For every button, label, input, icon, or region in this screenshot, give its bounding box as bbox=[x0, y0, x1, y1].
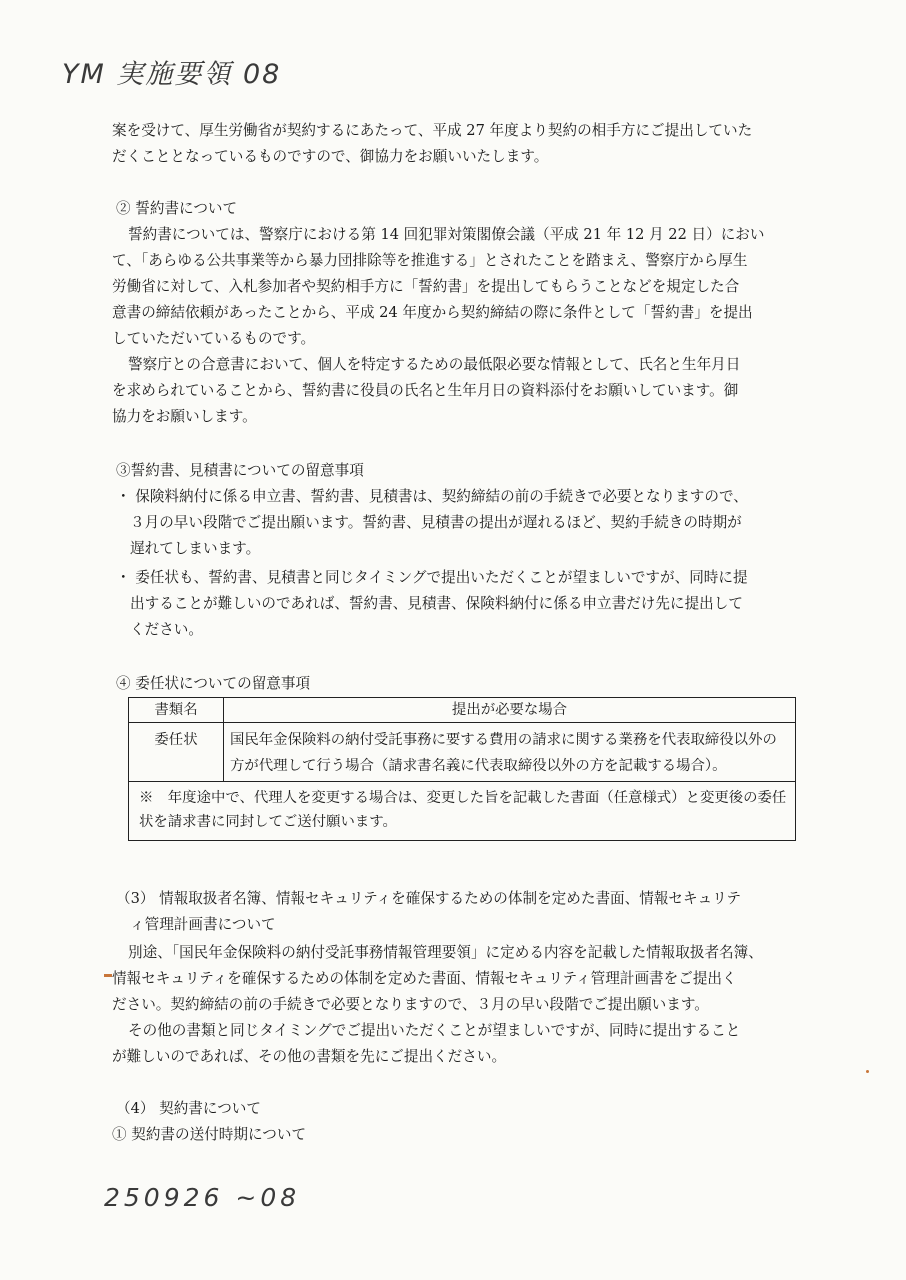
part3-p1-line-2: 情報セキュリティを確保するための体制を定めた書面、情報セキュリティ管理計画書をご提出く bbox=[112, 970, 737, 987]
table-note-row bbox=[129, 782, 796, 841]
sec2-p1-line-2: て、「あらゆる公共事業等から暴力団排除等を推進する」とされたことを踏まえ、警察庁から厚生 bbox=[112, 252, 748, 269]
part3-p1-line-1: 別途、「国民年金保険料の納付受託事務情報管理要領」に定める内容を記載した情報取扱者名簿、 bbox=[128, 944, 763, 961]
sec2-p2-line-1: 警察庁との合意書において、個人を特定するための最低限必要な情報として、氏名と生年月日 bbox=[128, 356, 741, 373]
sec2-p1-line-4: 意書の締結依頼があったことから、平成 24 年度から契約締結の際に条件として「誓約書」を提出 bbox=[112, 304, 753, 321]
handwritten-footer: 250926 ~08 bbox=[104, 1183, 301, 1212]
section-2-heading: ② 誓約書について bbox=[116, 200, 238, 217]
part3-p2-line-2: が難しいのであれば、その他の書類を先にご提出ください。 bbox=[112, 1048, 507, 1065]
part-4-subheading: ① 契約書の送付時期について bbox=[112, 1126, 307, 1143]
sec2-p2-line-2: を求められていることから、誓約書に役員の氏名と生年月日の資料添付をお願いしています。御 bbox=[112, 382, 739, 399]
sec2-p1-line-3: 労働省に対して、入札参加者や契約相手方に「誓約書」を提出してもらうことなどを規定した合 bbox=[112, 278, 740, 295]
table-header-condition: 提出が必要な場合 bbox=[224, 698, 796, 723]
scan-dot bbox=[866, 1070, 869, 1073]
sec3-bullet1-line-2: ３月の早い段階でご提出願います。誓約書、見積書の提出が遅れるほど、契約手続きの時期が bbox=[130, 514, 742, 531]
power-of-attorney-table bbox=[128, 697, 796, 841]
sec3-bullet1-line-3: 遅れてしまいます。 bbox=[130, 540, 261, 557]
sec3-bullet2-line-1: ・ 委任状も、誓約書、見積書と同じタイミングで提出いただくことが望ましいですが、同時に提 bbox=[116, 569, 748, 586]
sec2-p1-line-5: していただいているものです。 bbox=[112, 330, 316, 347]
part-3-heading-line-2: ィ管理計画書について bbox=[130, 916, 276, 933]
table-note: ※ 年度途中で、代理人を変更する場合は、変更した旨を記載した書面（任意様式）と変更後の委任状を請求書に同封してご送付願います。 bbox=[129, 782, 796, 841]
table-cell-document: 委任状 bbox=[129, 723, 224, 782]
part-4-heading: （4） 契約書について bbox=[116, 1100, 261, 1117]
part3-p2-line-1: その他の書類と同じタイミングでご提出いただくことが望ましいですが、同時に提出すること bbox=[128, 1022, 741, 1039]
table-cell-condition: 国民年金保険料の納付受託事務に要する費用の請求に関する業務を代表取締役以外の方が代理して行う場合（請求書名義に代表取締役以外の方を記載する場合）。 bbox=[224, 723, 796, 782]
sec2-p2-line-3: 協力をお願いします。 bbox=[112, 408, 257, 425]
table-row bbox=[129, 723, 796, 782]
section-3-heading: ③誓約書、見積書についての留意事項 bbox=[116, 462, 364, 479]
table-header-document: 書類名 bbox=[129, 698, 224, 723]
sec2-p1-line-1: 誓約書については、警察庁における第 14 回犯罪対策閣僚会議（平成 21 年 12 月 22 日）におい bbox=[128, 226, 765, 243]
intro-line-1: 案を受けて、厚生労働省が契約するにあたって、平成 27 年度より契約の相手方にご提出していた bbox=[112, 122, 753, 139]
section-4-heading: ④ 委任状についての留意事項 bbox=[116, 675, 311, 692]
part-3-heading-line-1: （3） 情報取扱者名簿、情報セキュリティを確保するための体制を定めた書面、情報セキュリテ bbox=[116, 890, 742, 907]
scan-mark bbox=[104, 974, 112, 977]
sec3-bullet1-line-1: ・ 保険料納付に係る申立書、誓約書、見積書は、契約締結の前の手続きで必要となりますので、 bbox=[116, 488, 748, 505]
table-header-row bbox=[129, 698, 796, 723]
intro-line-2: だくこととなっているものですので、御協力をお願いいたします。 bbox=[112, 148, 549, 165]
handwritten-header: YM 実施要領 08 bbox=[62, 59, 282, 90]
sec3-bullet2-line-2: 出することが難しいのであれば、誓約書、見積書、保険料納付に係る申立書だけ先に提出して bbox=[130, 595, 743, 612]
part3-p1-line-3: ださい。契約締結の前の手続きで必要となりますので、３月の早い段階でご提出願います。 bbox=[112, 996, 709, 1013]
sec3-bullet2-line-3: ください。 bbox=[130, 621, 203, 638]
